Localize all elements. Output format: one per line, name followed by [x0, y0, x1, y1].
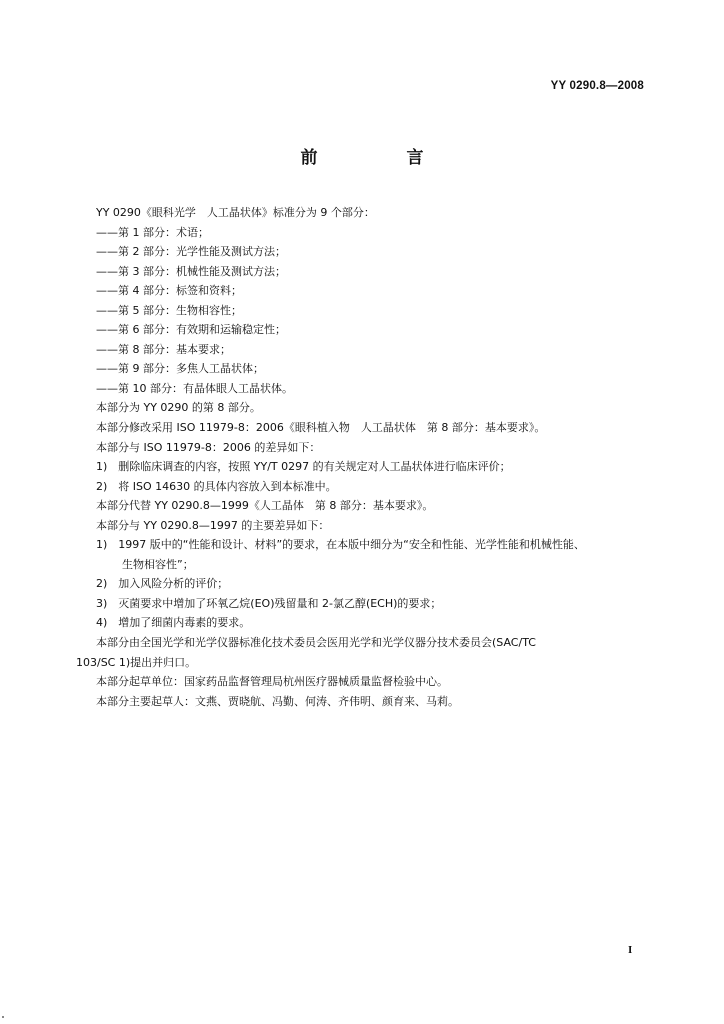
text-line: 本部分主要起草人：文燕、贾晓航、冯勤、何涛、齐伟明、颜育来、马莉。	[96, 694, 459, 708]
list-item: 1) 1997 版中的“性能和设计、材料”的要求，在本版中细分为“安全和性能、光学性能和机械性能、	[96, 538, 585, 552]
list-item: ——第 2 部分：光学性能及测试方法；	[96, 245, 286, 259]
page-number: I	[628, 944, 633, 956]
list-item: 2) 加入风险分析的评价；	[96, 577, 229, 591]
standard-code: YY 0290.8—2008	[550, 80, 644, 92]
text-line: 本部分修改采用 ISO 11979-8：2006《眼科植入物 人工晶状体 第 8 部分：基本要求》。	[96, 421, 546, 435]
list-item: 2) 将 ISO 14630 的具体内容放入到本标准中。	[96, 479, 337, 493]
list-item: ——第 4 部分：标签和资料；	[96, 284, 242, 298]
list-item: 4) 增加了细菌内毒素的要求。	[96, 616, 251, 630]
list-item: ——第 1 部分：术语；	[96, 225, 209, 239]
list-item: ——第 10 部分：有晶体眼人工晶状体。	[96, 381, 293, 395]
text-line: 本部分与 YY 0290.8—1997 的主要差异如下：	[96, 518, 330, 532]
page-title: 前 言	[300, 148, 460, 168]
text-line-continuation: 103/SC 1)提出并归口。	[76, 655, 197, 669]
scan-artifact	[2, 1016, 4, 1018]
list-item: ——第 6 部分：有效期和运输稳定性；	[96, 323, 286, 337]
text-line: 本部分由全国光学和光学仪器标准化技术委员会医用光学和光学仪器分技术委员会(SAC/TC	[96, 636, 536, 650]
list-item: ——第 3 部分：机械性能及测试方法；	[96, 264, 286, 278]
list-item: 1) 删除临床调查的内容，按照 YY/T 0297 的有关规定对人工晶状体进行临床评价；	[96, 460, 511, 474]
text-line: 本部分起草单位：国家药品监督管理局杭州医疗器械质量监督检验中心。	[96, 675, 448, 689]
foreword-body	[76, 203, 656, 711]
list-item-continuation: 生物相容性”；	[122, 557, 194, 571]
text-line: 本部分代替 YY 0290.8—1999《人工晶体 第 8 部分：基本要求》。	[96, 499, 434, 513]
list-item: ——第 8 部分：基本要求；	[96, 342, 231, 356]
list-item: ——第 9 部分：多焦人工晶状体；	[96, 362, 264, 376]
text-line: 本部分与 ISO 11979-8：2006 的差异如下：	[96, 440, 321, 454]
text-line: YY 0290《眼科光学 人工晶状体》标准分为 9 个部分：	[96, 206, 375, 219]
list-item: ——第 5 部分：生物相容性；	[96, 303, 242, 317]
list-item: 3) 灭菌要求中增加了环氧乙烷(EO)残留量和 2-氯乙醇(ECH)的要求；	[96, 596, 442, 610]
text-line: 本部分为 YY 0290 的第 8 部分。	[96, 401, 261, 415]
